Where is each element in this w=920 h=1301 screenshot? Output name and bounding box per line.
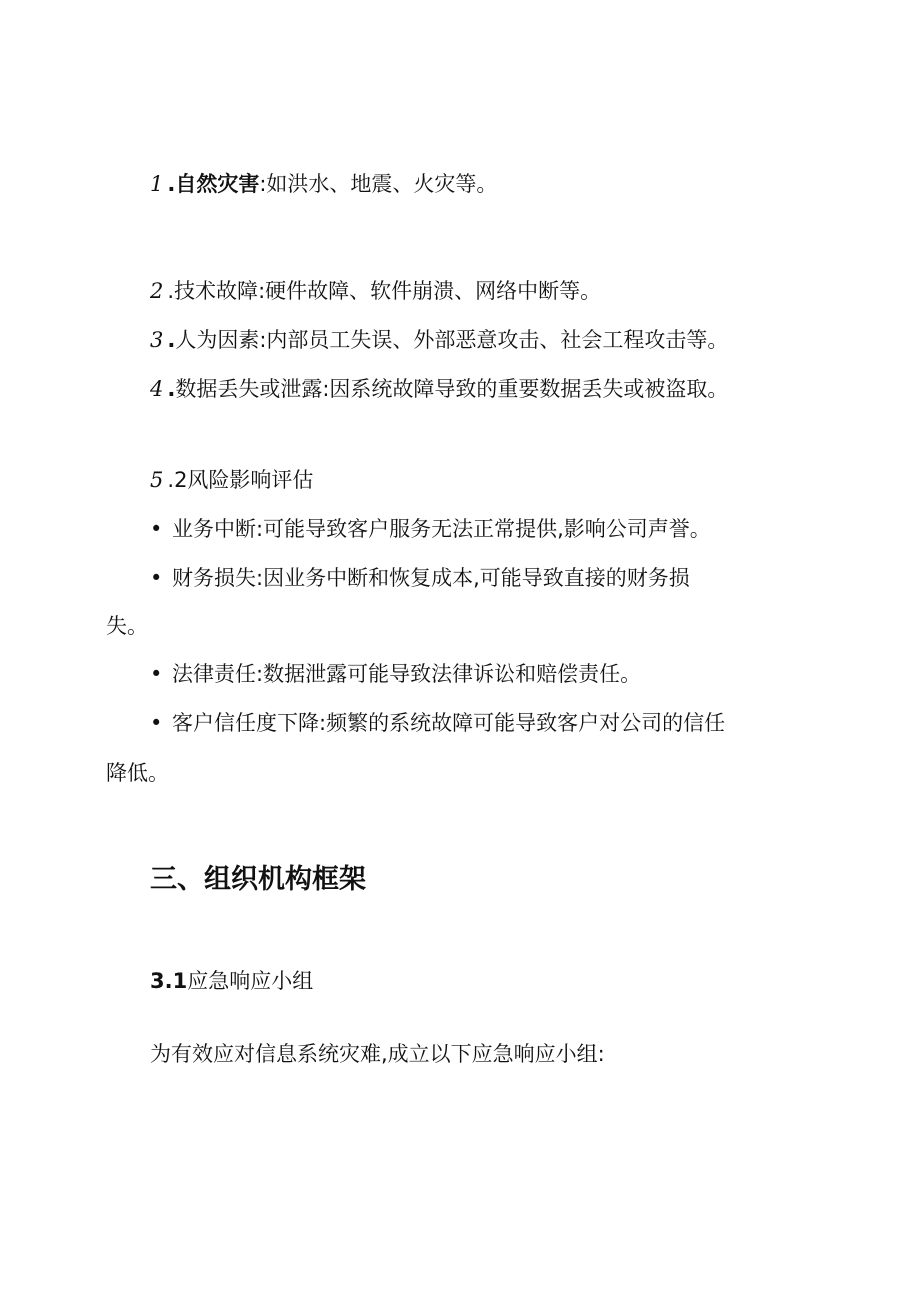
risk-separator: . [167,377,176,401]
risk-label: 数据丢失或泄露 [175,377,323,401]
risk-text: :硬件故障、软件崩溃、网络中断等。 [258,279,602,303]
risk-item-4 [150,375,728,403]
bullet-text: 财务损失:因业务中断和恢复成本,可能导致直接的财务损 [172,566,690,590]
bullet-text: 业务中断:可能导致客户服务无法正常提供,影响公司声誉。 [172,517,711,541]
bullet-item-2 [150,564,690,592]
risk-label: 技术故障 [174,279,259,303]
subsection-label: 应急响应小组 [187,969,314,993]
section-title-risk-impact [150,466,313,494]
bullet-item-4-continuation: 降低。 [106,761,169,785]
bullet-item-4 [150,709,725,737]
risk-label: 自然灾害 [175,172,260,196]
risk-item-1 [150,170,497,198]
section-number: 5 [150,468,168,492]
subsection-number: 3.1 [150,969,188,993]
section-separator: . [167,468,175,492]
bullet-marker: • [150,566,163,590]
bullet-marker: • [150,662,163,686]
intro-paragraph: 为有效应对信息系统灾难,成立以下应急响应小组: [150,1042,605,1066]
bullet-marker: • [150,711,163,735]
bullet-item-2-continuation: 失。 [106,614,148,638]
risk-number: 3 [150,328,168,352]
section-title: 2风险影响评估 [174,468,314,492]
risk-number: 1 [150,172,168,196]
risk-number: 2 [150,279,168,303]
bullet-item-3 [150,660,641,688]
chapter-heading: 三、组织机构框架 [150,864,366,895]
bullet-marker: • [150,517,163,541]
bullet-text: 客户信任度下降:频繁的系统故障可能导致客户对公司的信任 [172,711,726,735]
bullet-item-1 [150,515,711,543]
bullet-text: 法律责任:数据泄露可能导致法律诉讼和赔偿责任。 [172,662,642,686]
risk-text: :如洪水、地震、火灾等。 [259,172,498,196]
risk-text: :内部员工失误、外部恶意攻击、社会工程攻击等。 [259,328,729,352]
risk-number: 4 [150,377,168,401]
risk-separator: . [167,279,175,303]
risk-separator: . [167,172,176,196]
subsection-title [150,967,313,995]
risk-separator: . [167,328,176,352]
risk-label: 人为因素 [175,328,260,352]
risk-item-3 [150,326,728,354]
risk-item-2 [150,277,601,305]
risk-text: :因系统故障导致的重要数据丢失或被盗取。 [322,377,729,401]
